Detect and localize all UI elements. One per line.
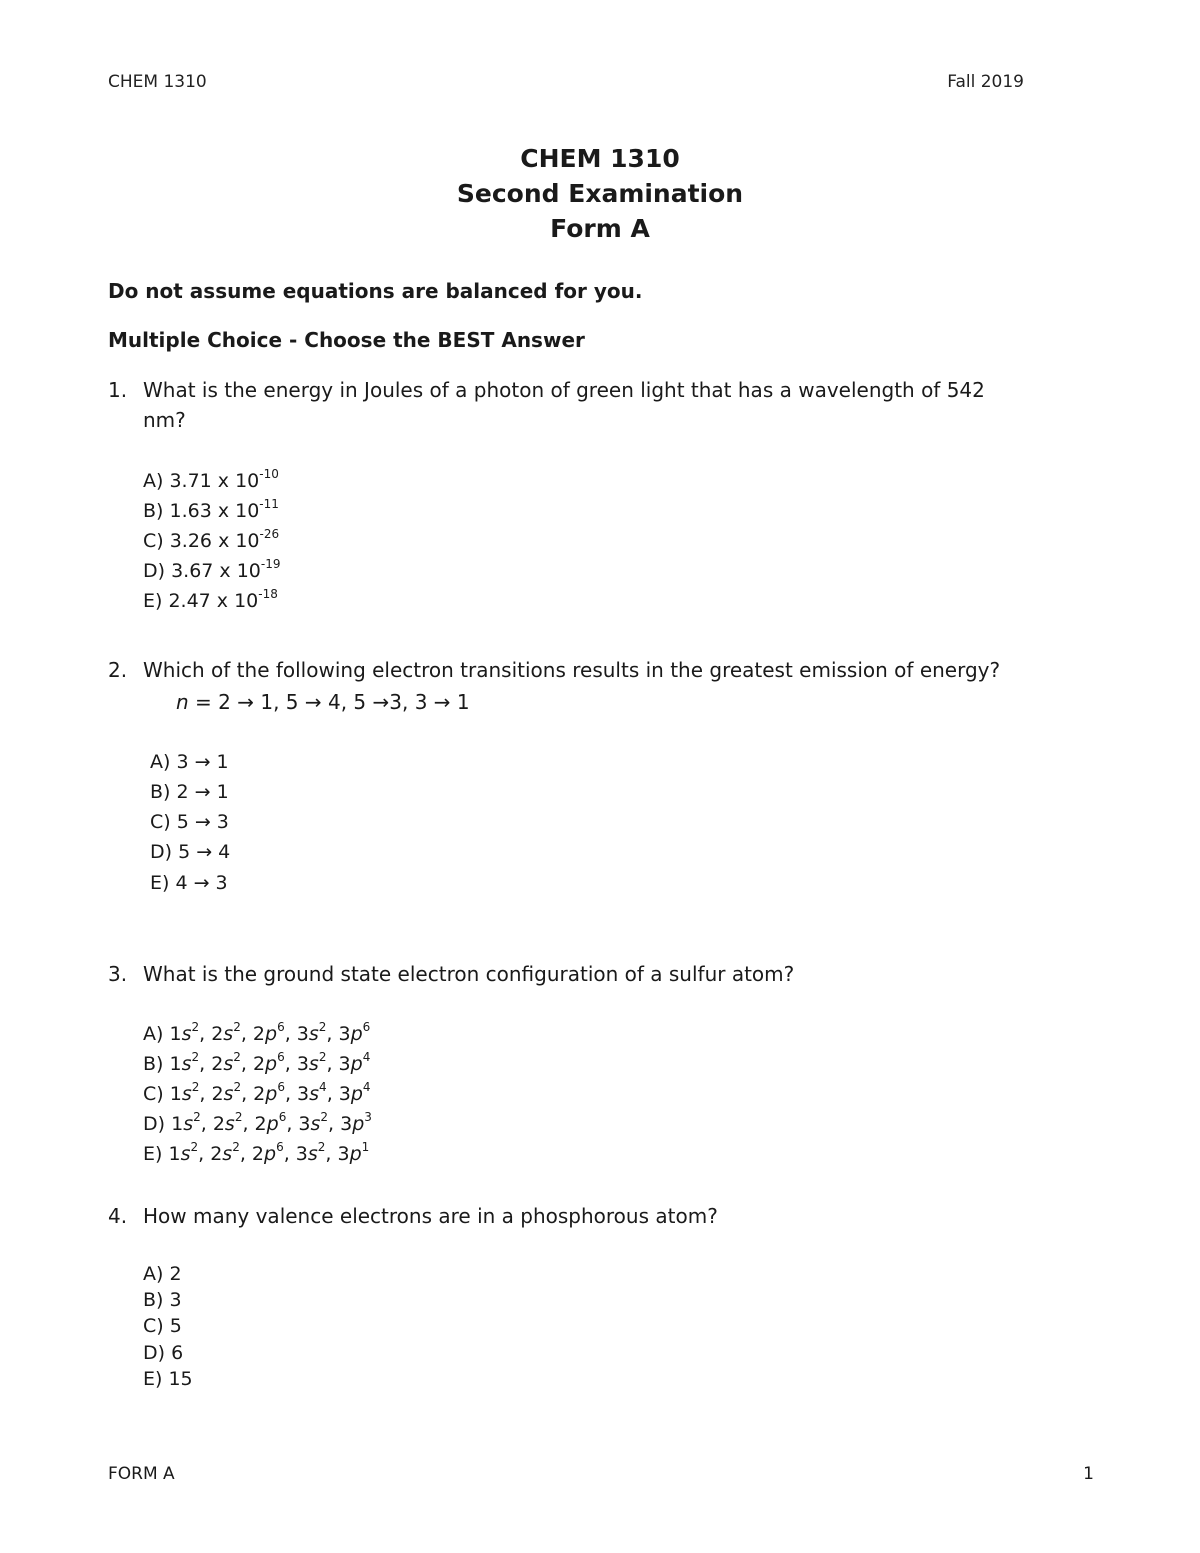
question-4-option-b: B) 3 [143,1289,182,1311]
header-course: CHEM 1310 [108,72,207,92]
question-2-option-b: B) 2 → 1 [150,781,229,803]
question-2-option-d: D) 5 → 4 [150,841,231,863]
footer-form: FORM A [108,1464,175,1484]
page-number: 1 [1083,1464,1094,1484]
question-1-text-cont: nm? [143,408,186,432]
balance-instruction: Do not assume equations are balanced for you. [108,279,643,303]
question-1-option-e: E) 2.47 x $10^{-18}$ [143,586,278,612]
question-1-option-a: A) 3.71 x $10^{-10}$ [143,466,279,492]
section-heading: Multiple Choice - Choose the BEST Answer [108,328,585,352]
question-3-option-b: B) $1s^2$, $2s^2$, $2p^6$, $3s^2$, $3p^4$ [143,1049,371,1075]
question-2-text: Which of the following electron transitions results in the greatest emission of energy? [143,658,1001,682]
question-2-option-c: C) 5 → 3 [150,811,229,833]
question-2-option-a: A) 3 → 1 [150,751,229,773]
question-2-transitions: n = 2 → 1, 5 → 4, 5 →3, 3 → 1 [176,690,470,714]
question-3-text: What is the ground state electron configuration of a sulfur atom? [143,962,795,986]
question-1-option-d: D) 3.67 x $10^{-19}$ [143,556,281,582]
question-2-number: 2. [108,658,128,682]
question-3-option-d: D) $1s^2$, $2s^2$, $2p^6$, $3s^2$, $3p^3$ [143,1109,372,1135]
question-4-number: 4. [108,1204,128,1228]
question-3-option-c: C) $1s^2$, $2s^2$, $2p^6$, $3s^4$, $3p^4$ [143,1079,371,1105]
question-4-text: How many valence electrons are in a phosphorous atom? [143,1204,718,1228]
question-3-number: 3. [108,962,128,986]
exam-form-title: Form A [550,214,650,243]
exam-name-title: Second Examination [456,179,744,208]
header-term: Fall 2019 [947,72,1024,92]
question-4-option-c: C) 5 [143,1315,182,1337]
question-4-option-d: D) 6 [143,1342,184,1364]
question-1-text: What is the energy in Joules of a photon of green light that has a wavelength of 542 [143,378,985,402]
question-4-option-e: E) 15 [143,1368,193,1390]
question-1-option-b: B) 1.63 x $10^{-11}$ [143,496,279,522]
exam-course-title: CHEM 1310 [520,144,680,173]
question-1-option-c: C) 3.26 x $10^{-26}$ [143,526,280,552]
question-1-number: 1. [108,378,128,402]
question-2-option-e: E) 4 → 3 [150,872,228,894]
question-3-option-a: A) $1s^2$, $2s^2$, $2p^6$, $3s^2$, $3p^6$ [143,1019,371,1045]
question-4-option-a: A) 2 [143,1263,182,1285]
question-3-option-e: E) $1s^2$, $2s^2$, $2p^6$, $3s^2$, $3p^1$ [143,1139,370,1165]
